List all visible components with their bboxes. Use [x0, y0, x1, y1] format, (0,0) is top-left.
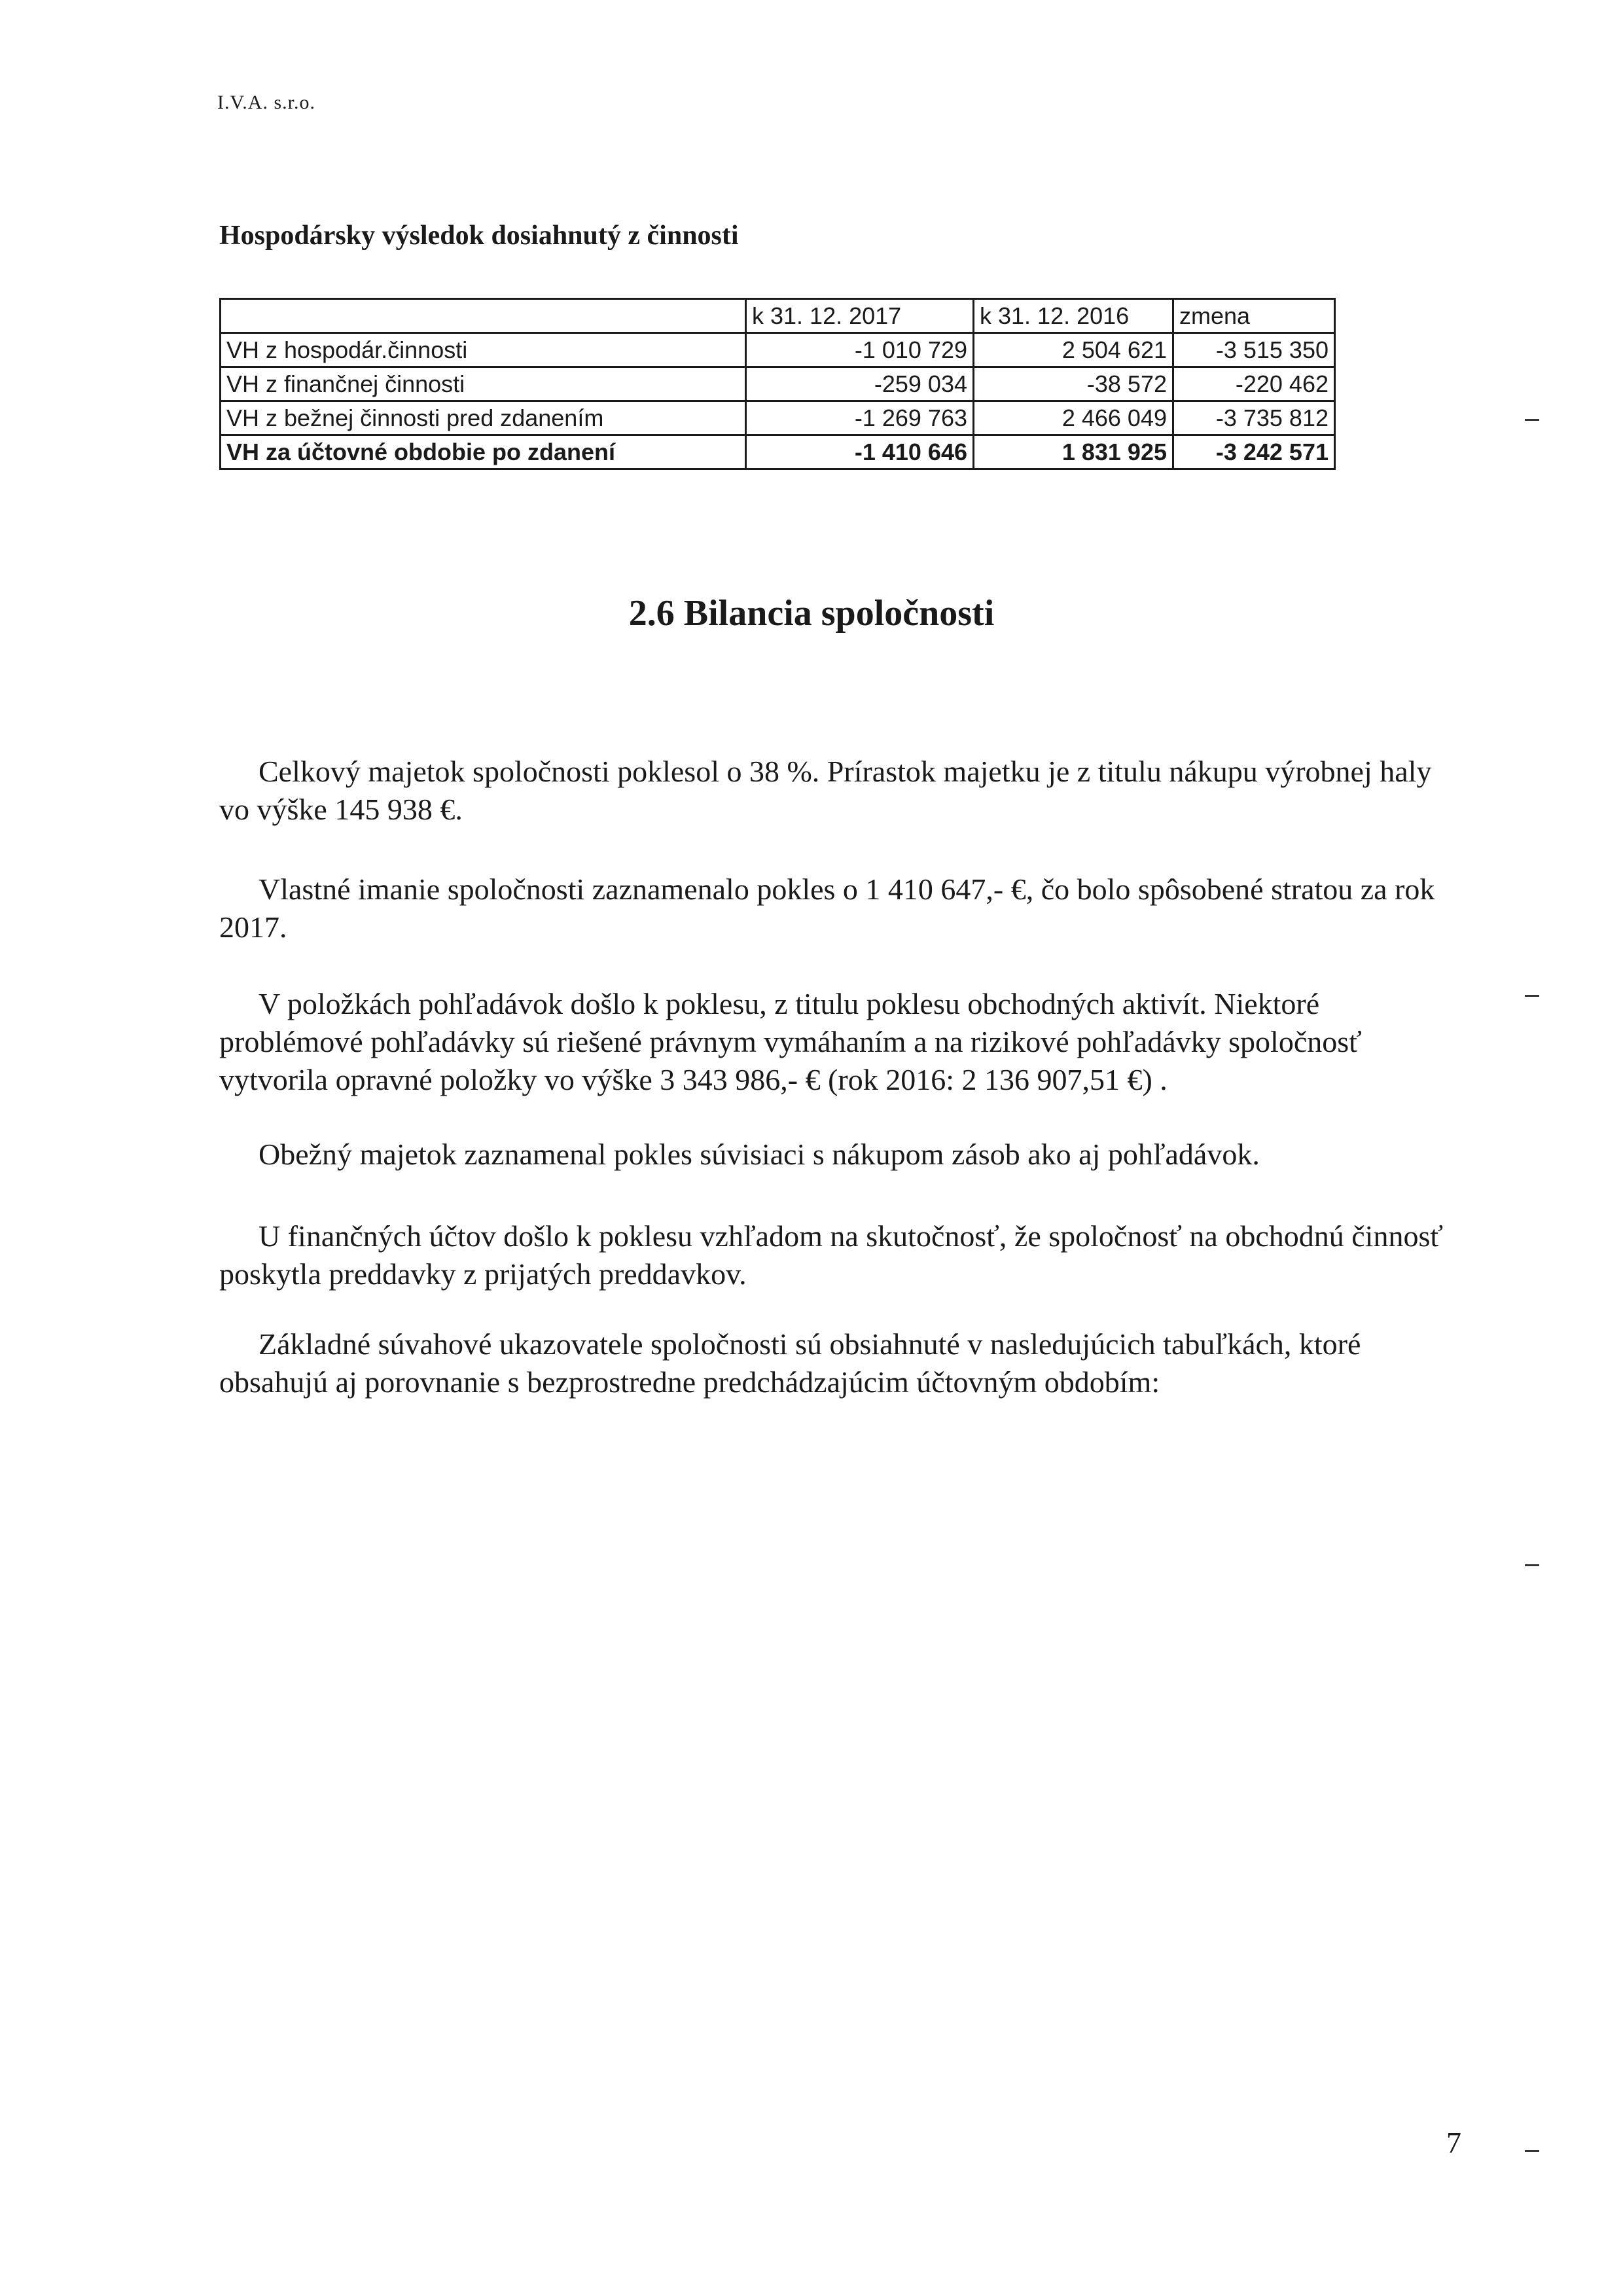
value-change: -3 515 350: [1173, 333, 1335, 367]
paragraph-text: Celkový majetok spoločnosti poklesol o 38 %. Prírastok majetku je z titulu nákupu výrobnej haly vo výške 145 938 €.: [219, 755, 1432, 826]
value-2017: -1 010 729: [746, 333, 974, 367]
table-header-row: [221, 299, 1335, 333]
results-table: [219, 298, 1336, 470]
paragraph: [219, 1136, 1463, 1174]
paragraph: [219, 1325, 1463, 1401]
row-label: VH z bežnej činnosti pred zdanením: [221, 401, 746, 435]
value-2017: -259 034: [746, 367, 974, 401]
table-row: [221, 367, 1335, 401]
table-header-cell: k 31. 12. 2016: [974, 299, 1173, 333]
table-row-total: [221, 435, 1335, 469]
row-label: VH za účtovné obdobie po zdanení: [221, 435, 746, 469]
paragraph: [219, 870, 1463, 946]
paragraph-text: Obežný majetok zaznamenal pokles súvisiaci s nákupom zásob ako aj pohľadávok.: [259, 1138, 1260, 1171]
paragraph-text: Základné súvahové ukazovatele spoločnosti sú obsiahnuté v nasledujúcich tabuľkách, ktoré obsahujú aj porovnanie s bezprostredne predchádzajúcim účtovným obdobím:: [219, 1327, 1361, 1399]
table-header-cell: zmena: [1173, 299, 1335, 333]
section-heading: Hospodársky výsledok dosiahnutý z činnosti: [219, 221, 739, 251]
margin-mark: [1525, 419, 1539, 421]
company-name: I.V.A. s.r.o.: [217, 92, 315, 113]
paragraph: [219, 985, 1463, 1099]
paragraph-text: V položkách pohľadávok došlo k poklesu, z titulu poklesu obchodných aktivít. Niektoré problémové pohľadávky sú riešené právnym vymáhaním a na rizikové pohľadávky spoločnosť vytvorila opravné položky vo výške 3 343 986,- € (rok 2016: 2 136 907,51 €) .: [219, 987, 1362, 1096]
value-change: -220 462: [1173, 367, 1335, 401]
value-2017: -1 410 646: [746, 435, 974, 469]
value-2017: -1 269 763: [746, 401, 974, 435]
table-row: [221, 333, 1335, 367]
margin-mark: [1525, 995, 1539, 997]
paragraph: [219, 1217, 1463, 1293]
value-2016: 1 831 925: [974, 435, 1173, 469]
value-change: -3 242 571: [1173, 435, 1335, 469]
value-change: -3 735 812: [1173, 401, 1335, 435]
value-2016: 2 466 049: [974, 401, 1173, 435]
paragraph-text: U finančných účtov došlo k poklesu vzhľadom na skutočnosť, že spoločnosť na obchodnú činnosť poskytla preddavky z prijatých preddavkov.: [219, 1219, 1443, 1291]
table-header-cell: [221, 299, 746, 333]
row-label: VH z hospodár.činnosti: [221, 333, 746, 367]
table-header-cell: k 31. 12. 2017: [746, 299, 974, 333]
page-number: 7: [1446, 2126, 1461, 2159]
chapter-title: 2.6 Bilancia spoločnosti: [628, 593, 995, 634]
row-label: VH z finančnej činnosti: [221, 367, 746, 401]
table-row: [221, 401, 1335, 435]
value-2016: -38 572: [974, 367, 1173, 401]
value-2016: 2 504 621: [974, 333, 1173, 367]
margin-mark: [1525, 2150, 1539, 2152]
margin-mark: [1525, 1564, 1539, 1566]
paragraph-text: Vlastné imanie spoločnosti zaznamenalo pokles o 1 410 647,- €, čo bolo spôsobené stratou za rok 2017.: [219, 872, 1435, 944]
paragraph: [219, 753, 1463, 829]
